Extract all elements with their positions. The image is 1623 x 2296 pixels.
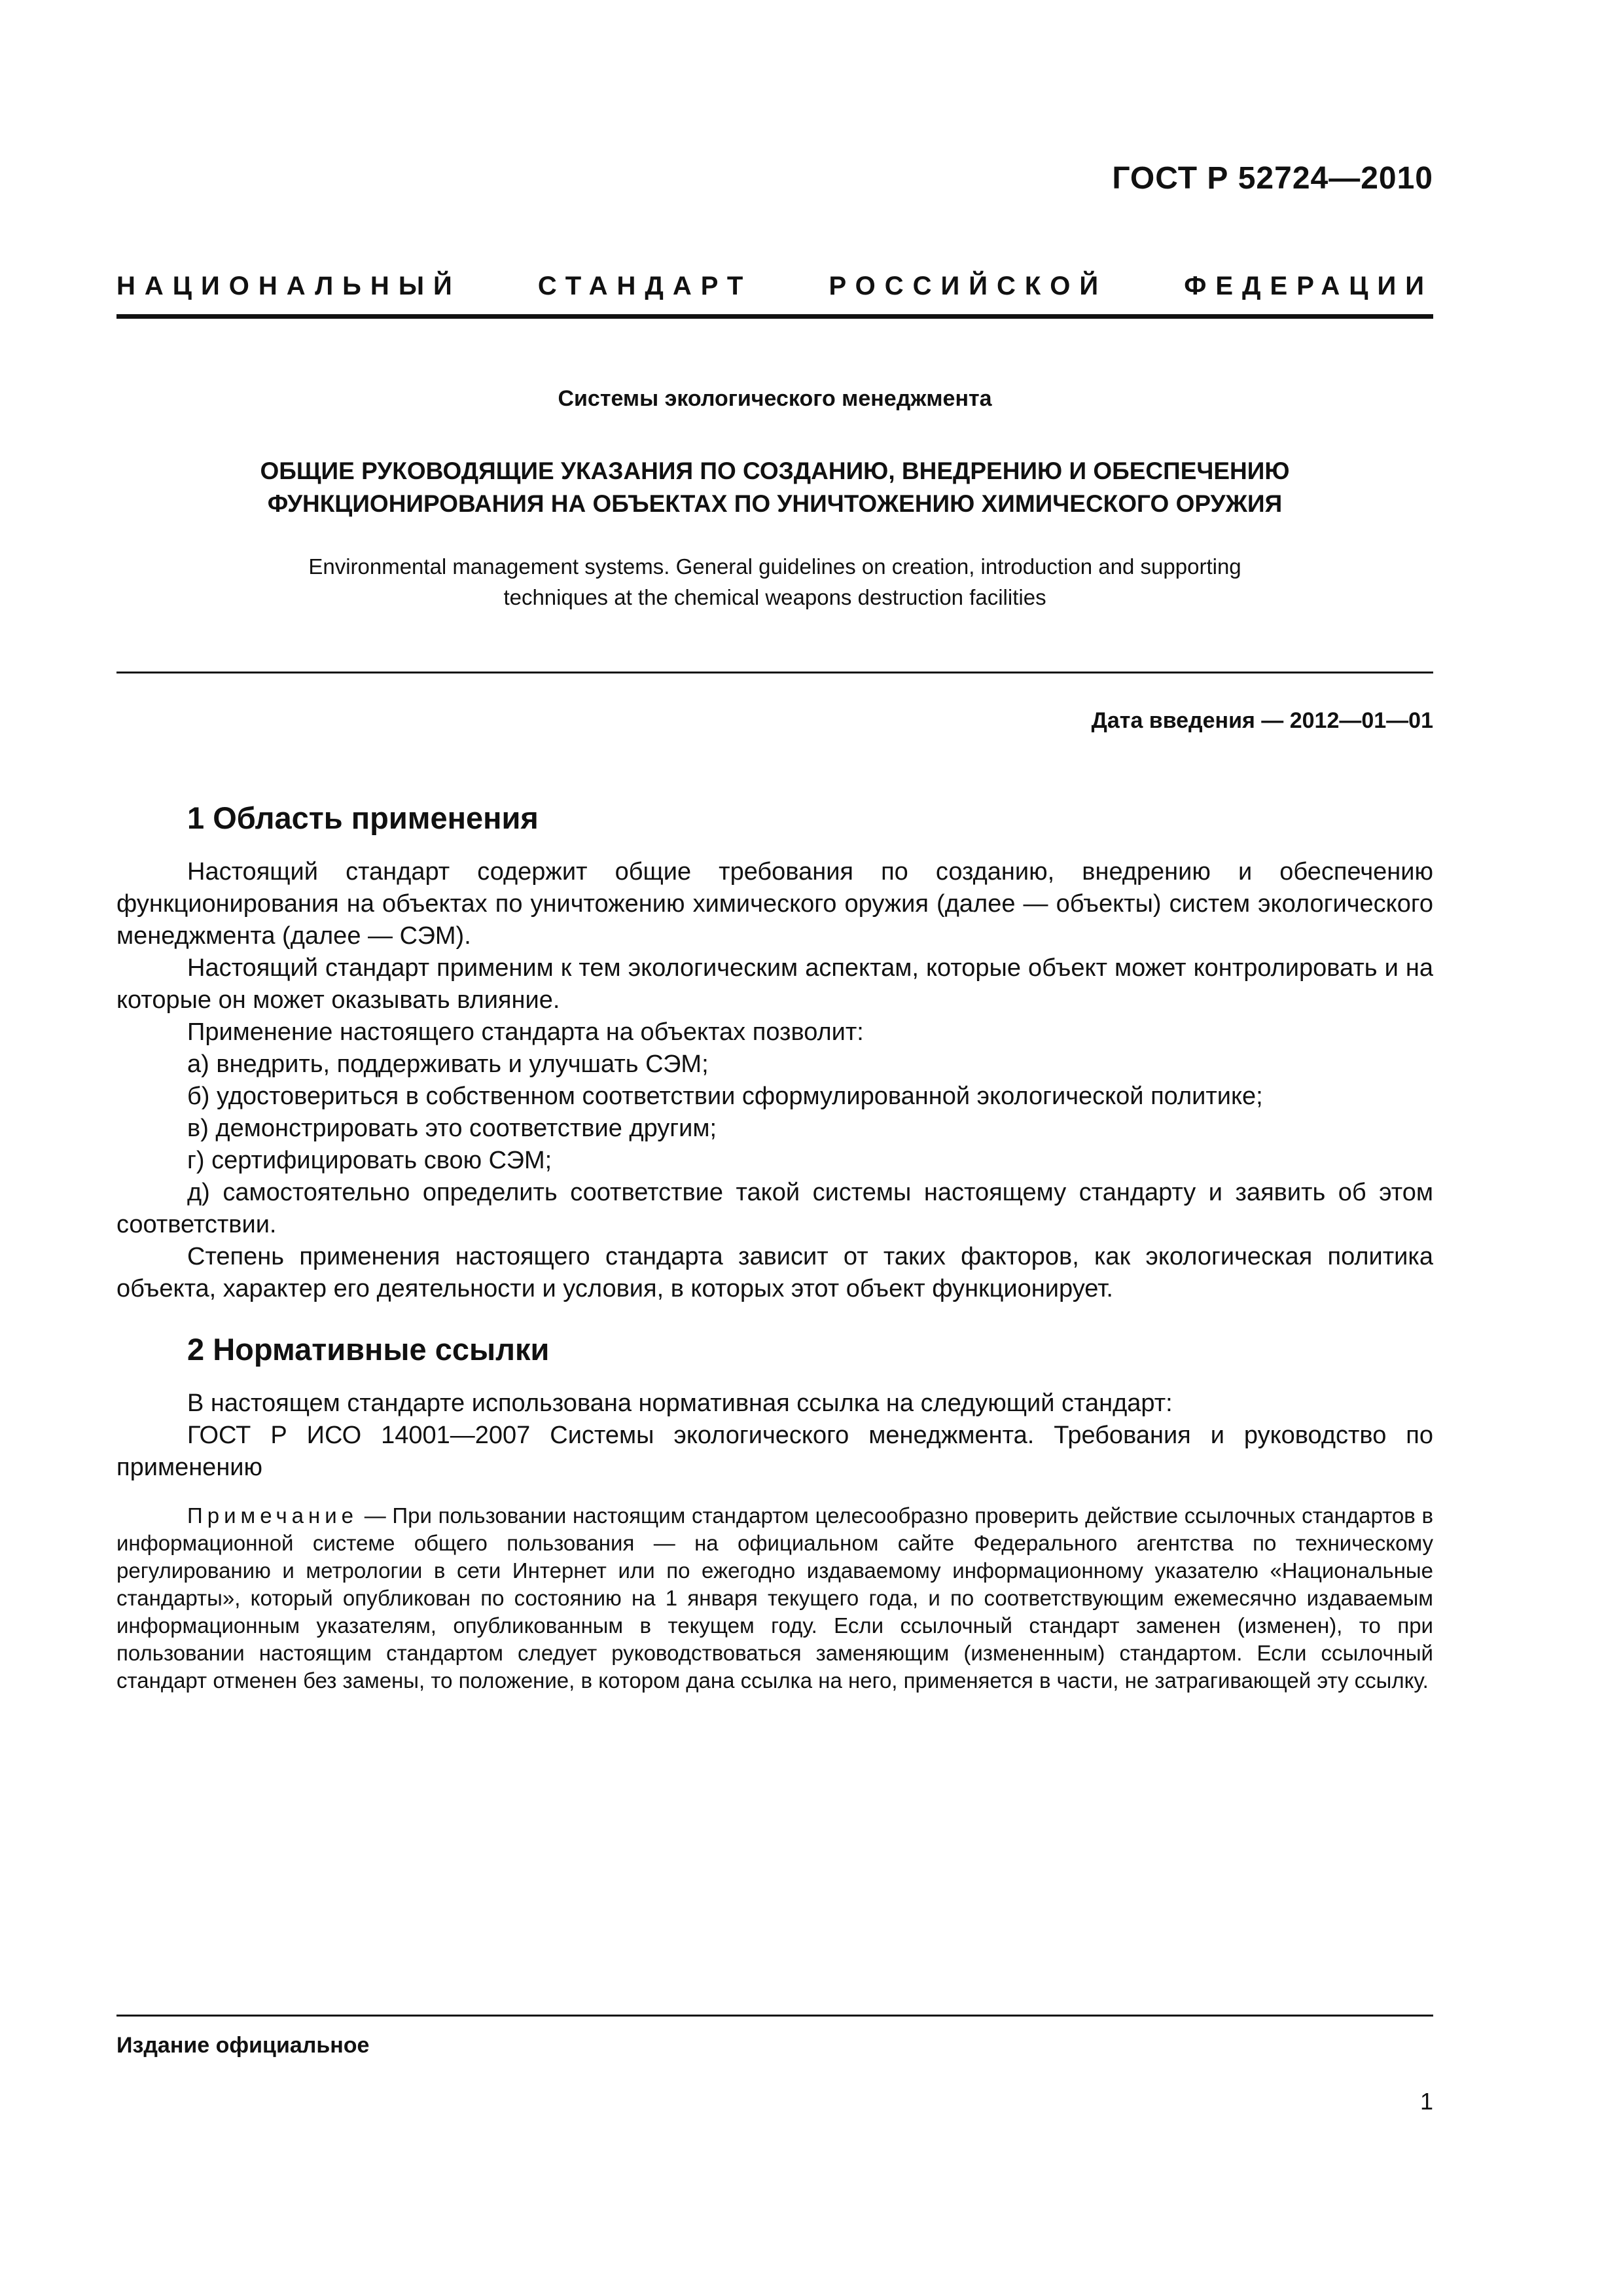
section-2-reference: ГОСТ Р ИСО 14001—2007 Системы экологического менеджмента. Требования и руководство по применению [116,1422,1433,1481]
section-1-list-item: б) удостовериться в собственном соответствии сформулированной экологической политике; [187,1083,1263,1110]
note-text: — При пользовании настоящим стандартом целесообразно проверить действие ссылочных стандартов в информационной системе общего пользования — на официальном сайте Федерального агентства по техническому регулированию и метрологии в сети Интернет или по ежегодно издаваемому информационному указателю «Национальные стандарты», который опубликован по состоянию на 1 января текущего года, и по соответствующим ежемесячно издаваемым информационным указателям, опубликованным в текущем году. Если ссылочный стандарт заменен (изменен), то при пользовании настоящим стандартом следует руководствоваться заменяющим (измененным) стандартом. Если ссылочный стандарт отменен без замены, то положение, в котором дана ссылка на него, применяется в части, не затрагивающей эту ссылку. [116,1503,1433,1693]
section-2-title: 2 Нормативные ссылки [187,1332,550,1367]
english-title-line-1: Environmental management systems. General guidelines on creation, introduction and supporting [308,554,1241,579]
section-2-note [116,1502,1433,1695]
footer-rule [116,2015,1433,2017]
section-1-paragraph: Применение настоящего стандарта на объектах позволит: [187,1018,864,1046]
section-1-paragraph: Настоящий стандарт применим к тем экологическим аспектам, которые объект может контролировать и на которые он может оказывать влияние. [116,954,1433,1014]
standard-number: ГОСТ Р 52724—2010 [1112,161,1433,196]
section-1-list-item: г) сертифицировать свою СЭМ; [187,1147,552,1174]
document-subtitle: Системы экологического менеджмента [558,386,992,411]
section-1-title: 1 Область применения [187,800,539,835]
edition-label: Издание официальное [116,2033,370,2058]
section-1-list-item: д) самостоятельно определить соответствие такой системы настоящему стандарту и заявить об этом соответствии. [116,1179,1433,1238]
english-title-line-2: techniques at the chemical weapons destruction facilities [503,585,1046,609]
section-1-paragraph: Настоящий стандарт содержит общие требования по созданию, внедрению и обеспечению функционирования на объектах по уничтожению химического оружия (далее — объекты) систем экологического менеджмента (далее — СЭМ). [116,858,1433,950]
document-title-line-2: ФУНКЦИОНИРОВАНИЯ НА ОБЪЕКТАХ ПО УНИЧТОЖЕНИЮ ХИМИЧЕСКОГО ОРУЖИЯ [267,490,1283,517]
section-1-list-item: в) демонстрировать это соответствие другим; [187,1115,717,1142]
national-standard-heading: НАЦИОНАЛЬНЫЙ СТАНДАРТ РОССИЙСКОЙ ФЕДЕРАЦИИ [116,272,1433,300]
introduction-date: Дата введения — 2012—01—01 [1091,708,1433,733]
note-label: Примечание [187,1503,359,1528]
page-number: 1 [1419,2088,1433,2115]
section-2-paragraph: В настоящем стандарте использована нормативная ссылка на следующий стандарт: [187,1390,1173,1417]
section-1-list-item: а) внедрить, поддерживать и улучшать СЭМ; [187,1050,709,1078]
document-body [116,798,1433,1695]
header-rule [116,314,1433,319]
section-1-paragraph: Степень применения настоящего стандарта зависит от таких факторов, как экологическая политика объекта, характер его деятельности и условия, в которых этот объект функционирует. [116,1243,1433,1302]
english-title [116,551,1433,613]
title-rule [116,672,1433,673]
document-title [116,455,1433,520]
document-title-line-1: ОБЩИЕ РУКОВОДЯЩИЕ УКАЗАНИЯ ПО СОЗДАНИЮ, ВНЕДРЕНИЮ И ОБЕСПЕЧЕНИЮ [260,457,1290,484]
